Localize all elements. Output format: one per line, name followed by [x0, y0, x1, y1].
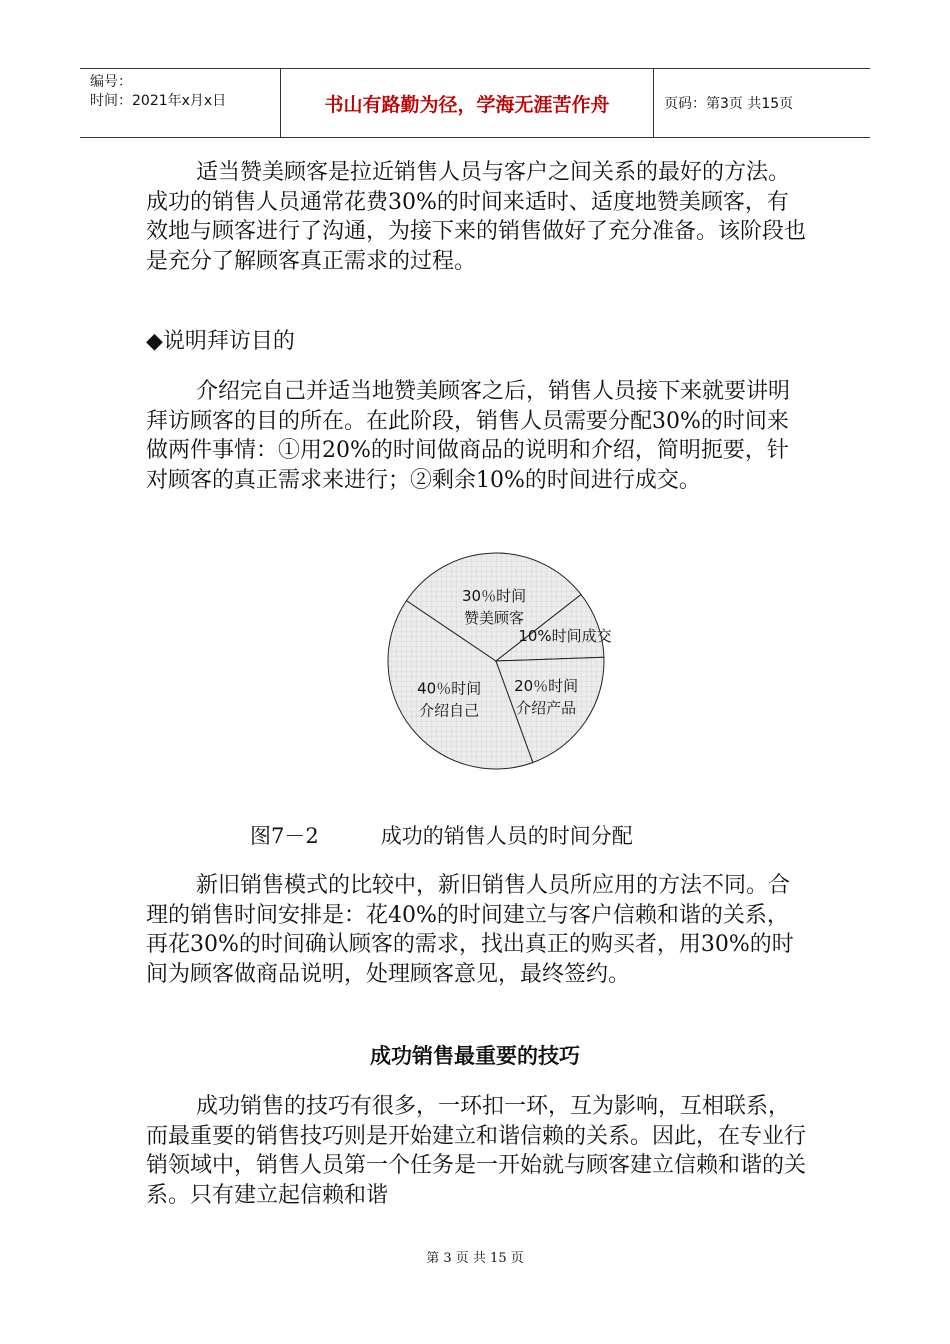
- pie-slice-label: 20％时间介绍产品: [514, 676, 579, 717]
- page-footer: 第 3 页 共 15 页: [426, 1251, 524, 1266]
- header-page-info: 页码：第3页 共15页: [664, 96, 794, 112]
- caption-number: 图7－2: [250, 824, 319, 848]
- time-label: 时间：2021年x月x日: [90, 93, 227, 109]
- pie-slices: [388, 553, 604, 769]
- page-header: [80, 68, 870, 138]
- header-motto: 书山有路勤为径，学海无涯苦作舟: [281, 69, 654, 137]
- paragraph-4: 成功销售的技巧有很多，一环扣一环，互为影响，互相联系，而最重要的销售技巧则是开始建立和谐信赖的关系。因此，在专业行销领域中，销售人员第一个任务是一开始就与顾客建立信赖和谐的关系。只有建立起信赖和谐: [146, 1094, 807, 1208]
- paragraph-2: 介绍完自己并适当地赞美顾客之后，销售人员接下来就要讲明拜访顾客的目的所在。在此阶段，销售人员需要分配30%的时间来做两件事情：①用20%的时间做商品的说明和介绍，简明扼要，针对顾客的真正需求来进行；②剩余10%的时间进行成交。: [146, 379, 791, 493]
- paragraph-3: 新旧销售模式的比较中，新旧销售人员所应用的方法不同。合理的销售时间安排是：花40%的时间建立与客户信赖和谐的关系，再花30%的时间确认顾客的需求，找出真正的购买者，用30%的时间为顾客做商品说明，处理顾客意见，最终签约。: [146, 873, 794, 987]
- pie-slice-label: 10%时间成交: [518, 626, 612, 645]
- pie-slice-label: 40％时间介绍自己: [417, 679, 482, 720]
- paragraph-1: 适当赞美顾客是拉近销售人员与客户之间关系的最好的方法。成功的销售人员通常花费30%的时间来适时、适度地赞美顾客，有效地与顾客进行了沟通，为接下来的销售做好了充分准备。该阶段也是充分了解顾客真正需求的过程。: [146, 160, 807, 274]
- figure-caption: [250, 820, 633, 850]
- pie-chart: [376, 541, 616, 781]
- bullet-heading: ◆说明拜访目的: [146, 329, 295, 354]
- caption-title: 成功的销售人员的时间分配: [380, 824, 633, 848]
- number-label: 编号：: [90, 74, 132, 90]
- header-meta: [80, 69, 281, 137]
- pie-slice-label: 30％时间赞美顾客: [461, 586, 527, 627]
- section-heading: 成功销售最重要的技巧: [370, 1044, 580, 1068]
